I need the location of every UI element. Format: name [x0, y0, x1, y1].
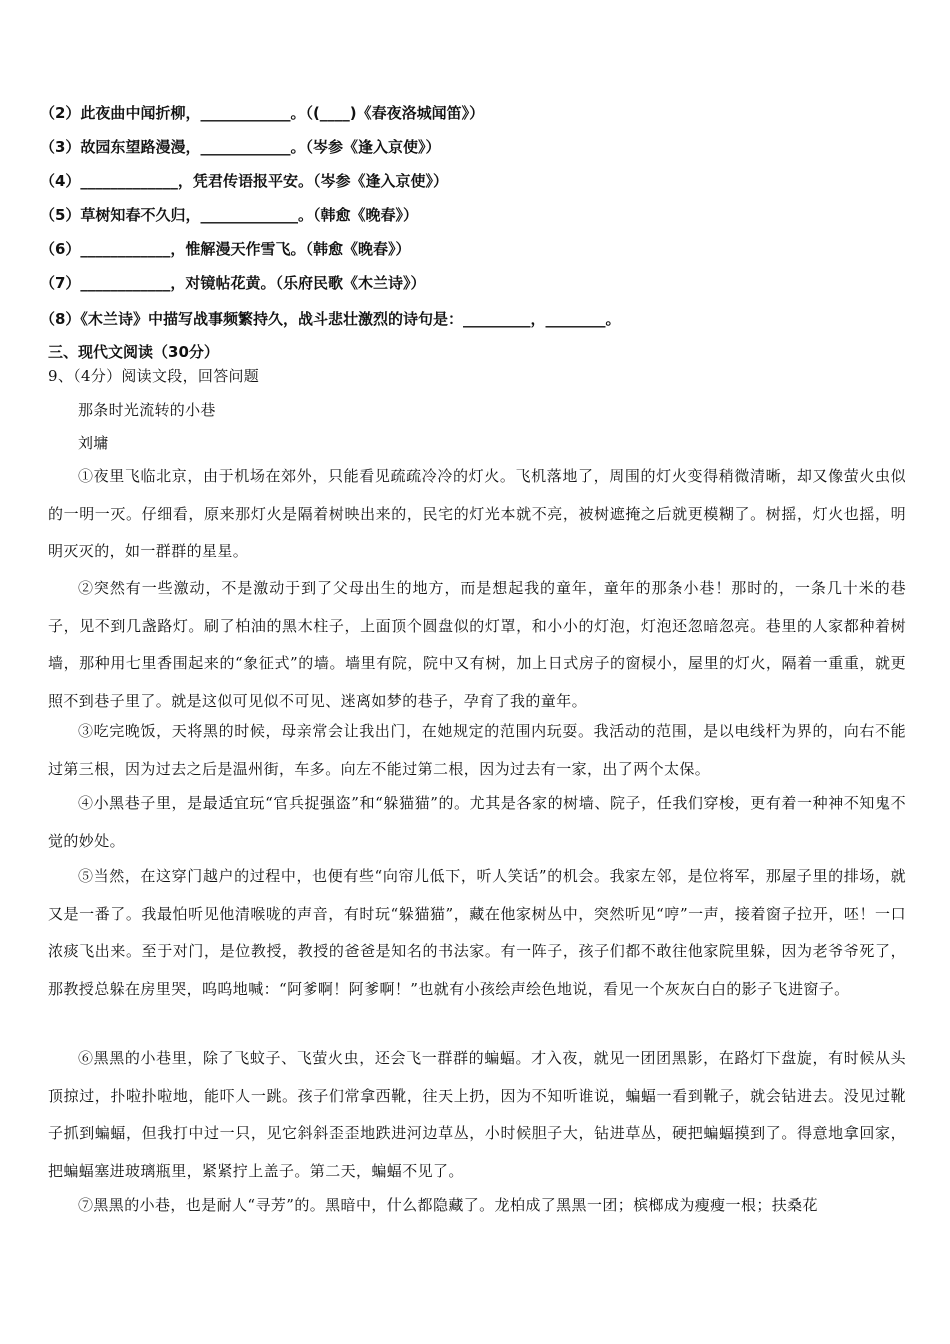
article-paragraph-4: ④小黑巷子里，是最适宜玩“官兵捉强盗”和“躲猫猫”的。尤其是各家的树墙、院子，任我们穿梭，更有着一种神不知鬼不觉的妙处。 [48, 794, 906, 850]
poetry-item-8: （8）《木兰诗》中描写战事频繁持久，战斗悲壮激烈的诗句是：_________，________。 [40, 310, 621, 328]
article-paragraph-6: ⑥黑黑的小巷里，除了飞蚊子、飞萤火虫，还会飞一群群的蝙蝠。才入夜，就见一团团黑影，在路灯下盘旋，有时候从头顶掠过，扑啦扑啦地，能吓人一跳。孩子们常拿西靴，往天上扔，因为不知听谁说，蝙蝠一看到靴子，就会钻进去。没见过靴子抓到蝙蝠，但我打中过一只，见它斜斜歪歪地跌进河边草丛，小时候胆子大，钻进草丛，硬把蝙蝠摸到了。得意地拿回家，把蝙蝠塞进玻璃瓶里，紧紧拧上盖子。第二天，蝙蝠不见了。 [48, 1049, 906, 1180]
poetry-item-2: （2）此夜曲中闻折柳，____________。（(____)《春夜洛城闻笛》） [40, 104, 485, 122]
article-paragraph-7: ⑦黑黑的小巷，也是耐人“寻芳”的。黑暗中，什么都隐藏了。龙柏成了黑黑一团；槟榔成为瘦瘦一根；扶桑花 [78, 1196, 818, 1214]
question-prompt: 9、（4分）阅读文段，回答问题 [48, 367, 260, 385]
article-paragraph-1: ①夜里飞临北京，由于机场在郊外，只能看见疏疏冷冷的灯火。飞机落地了，周围的灯火变得稍微清晰，却又像萤火虫似的一明一灭。仔细看，原来那灯火是隔着树映出来的，民宅的灯光本就不亮，被树遮掩之后就更模糊了。树摇，灯火也摇，明明灭灭的，如一群群的星星。 [48, 467, 906, 560]
poetry-item-6: （6）____________，惟解漫天作雪飞。（韩愈《晚春》） [40, 240, 411, 258]
article-title: 那条时光流转的小巷 [78, 401, 216, 419]
poetry-item-3: （3）故园东望路漫漫，____________。（岑参《逢入京使》） [40, 138, 441, 156]
article-paragraph-2: ②突然有一些激动，不是激动于到了父母出生的地方，而是想起我的童年，童年的那条小巷！那时的，一条几十米的巷子，见不到几盏路灯。刷了柏油的黑木柱子，上面顶个圆盘似的灯罩，和小小的灯泡，灯泡还忽暗忽亮。巷里的人家都种着树墙，那种用七里香围起来的“象征式”的墙。墙里有院，院中又有树，加上日式房子的窗棂小，屋里的灯火，隔着一重重，就更照不到巷子里了。就是这似可见似不可见、迷离如梦的巷子，孕育了我的童年。 [48, 579, 906, 710]
poetry-item-4: （4）_____________，凭君传语报平安。（岑参《逢入京使》） [40, 172, 448, 190]
poetry-item-5: （5）草树知春不久归，_____________。（韩愈《晚春》） [40, 206, 418, 224]
section-heading: 三、现代文阅读（30分） [48, 343, 219, 361]
article-paragraph-3: ③吃完晚饭，天将黑的时候，母亲常会让我出门，在她规定的范围内玩耍。我活动的范围，是以电线杆为界的，向右不能过第三根，因为过去之后是温州街，车多。向左不能过第二根，因为过去有一家，出了两个太保。 [48, 722, 906, 778]
article-author: 刘墉 [78, 434, 109, 452]
article-paragraph-5: ⑤当然，在这穿门越户的过程中，也便有些“向帘儿低下，听人笑话”的机会。我家左邻，是位将军，那屋子里的排场，就又是一番了。我最怕听见他清喉咙的声音，有时玩“躲猫猫”，藏在他家树丛中，突然听见“哼”一声，接着窗子拉开，呸！一口浓痰飞出来。至于对门，是位教授，教授的爸爸是知名的书法家。有一阵子，孩子们都不敢往他家院里躲，因为老爷爷死了，那教授总躲在房里哭，呜呜地喊：“阿爹啊！阿爹啊！”也就有小孩绘声绘色地说，看见一个灰灰白白的影子飞进窗子。 [48, 867, 906, 998]
poetry-item-7: （7）____________，对镜帖花黄。（乐府民歌《木兰诗》） [40, 274, 426, 292]
